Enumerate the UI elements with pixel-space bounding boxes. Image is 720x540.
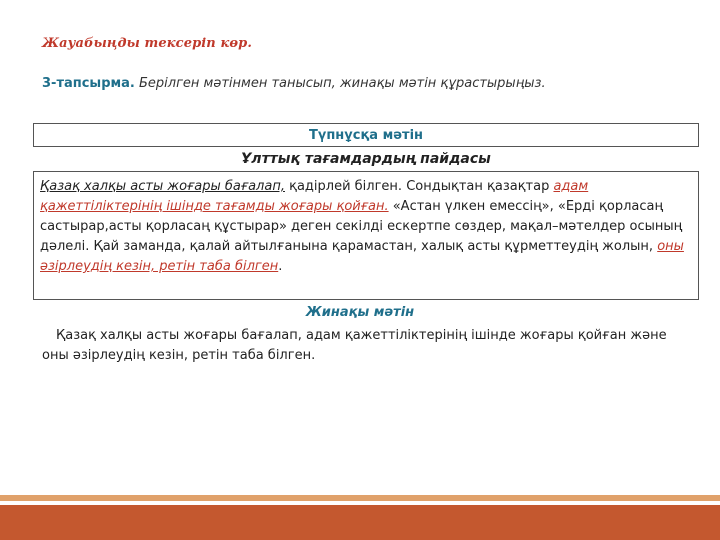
task-number: 3-тапсырма. xyxy=(42,76,135,91)
original-text-header: Түпнұсқа мәтін xyxy=(34,124,699,147)
underlined-phrase-1: Қазақ халқы асты жоғары бағалап, xyxy=(40,179,285,194)
original-text-title: Ұлттық тағамдардың пайдасы xyxy=(241,151,491,167)
footer-thin-bar xyxy=(0,495,720,501)
original-text-body xyxy=(34,172,699,300)
compact-text-body: Қазақ халқы асты жоғары бағалап, адам қажеттіліктерінің ішінде жоғары қойған және оны әзірлеудің кезін, ретін таба білген. xyxy=(42,328,667,363)
task-instruction: Берілген мәтінмен танысып, жинақы мәтін құрастырыңыз. xyxy=(138,76,546,91)
text-segment-1: қадірлей білген. Сондықтан қазақтар xyxy=(284,179,554,194)
check-answer-heading: Жауабыңды тексеріп көр. xyxy=(42,36,252,51)
compact-text-title: Жинақы мәтін xyxy=(305,305,415,320)
original-text-table xyxy=(33,123,699,300)
text-segment-2: «Астан үлкен емессің», «Ерді қорласаң састырар,асты қорласаң құстырар» деген секілді ескертпе сөздер, мақал–мәтелдер осының дәлелі. Қай заманда, қалай айтылғанына қарамастан, халық асты құрметтеудің жолын, xyxy=(40,199,683,254)
task-line xyxy=(42,76,546,91)
underlined-phrase-2: адам қажеттіліктерінің ішінде тағамды жоғары қойған. xyxy=(40,179,589,214)
underlined-phrase-3: оны әзірлеудің кезін, ретін таба білген xyxy=(40,239,684,274)
text-segment-3: . xyxy=(278,259,283,274)
footer-thick-bar xyxy=(0,505,720,540)
